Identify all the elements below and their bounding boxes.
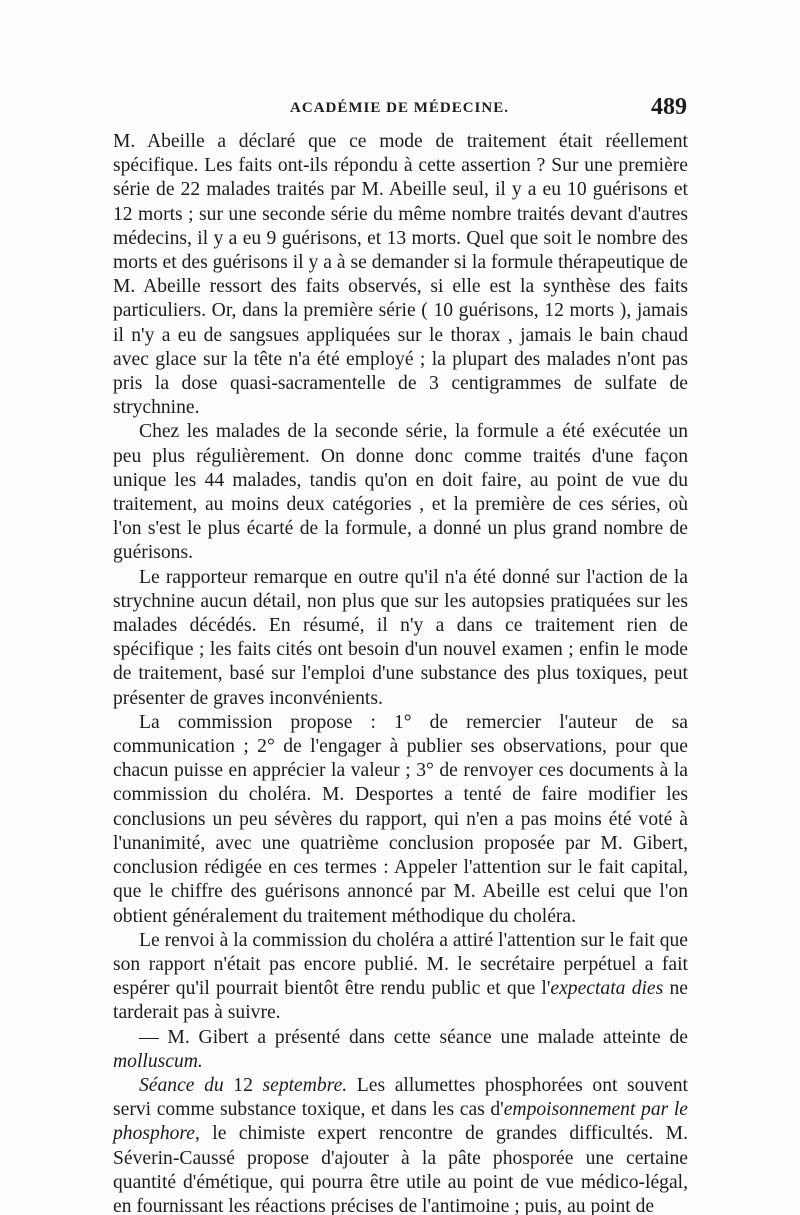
paragraph-7 [113, 1074, 688, 1215]
paragraph-2: Chez les malades de la seconde série, la formule a été exécutée un peu plus régulièrement. On donne donc comme traités d'une façon unique les 44 malades, tandis qu'on en doit faire, au point de vue du traitement, au moins deux catégories , et la première de ces séries, où l'on s'est le plus écarté de la formule, a donné un plus grand nombre de guérisons. [113, 421, 688, 564]
paragraph-5 [113, 929, 688, 1026]
session-label: Séance du [139, 1074, 224, 1096]
paragraph-7-text: Les allumettes phosphorées ont souvent servi comme substance toxique, et dans les cas d' [113, 1074, 688, 1121]
session-day: 12 [223, 1074, 263, 1096]
paragraph-7-tail: , le chimiste expert rencontre de grandes difficultés. M. Séverin-Caussé propose d'ajouter à la pâte phosporée une certaine quantité d'émétique, qui pourra être utile au point de vue médico-légal, en fournissant les réactions précises de l'antimoine ; puis, au point de [113, 1123, 688, 1215]
running-head [112, 96, 687, 120]
page-number: 489 [651, 94, 687, 120]
running-head-title: ACADÉMIE DE MÉDECINE. [290, 100, 509, 116]
paragraph-6-italic: molluscum. [113, 1050, 203, 1072]
body-text [113, 130, 688, 1215]
paragraph-1: M. Abeille a déclaré que ce mode de traitement était réellement spécifique. Les faits ont-ils répondu à cette assertion ? Sur une première série de 22 malades traités par M. Abeille seul, il y a eu 10 guérisons et 12 morts ; sur une seconde série du même nombre traités devant d'autres médecins, il y a eu 9 guérisons, et 13 morts. Quel que soit le nombre des morts et des guérisons il y a à se demander si la formule thérapeutique de M. Abeille ressort des faits observés, si elle est la synthèse des faits particuliers. Or, dans la première série ( 10 guérisons, 12 morts ), jamais il n'y a eu de sangsues appliquées sur le thorax , jamais le bain chaud avec glace sur la tête n'a été employé ; la plupart des malades n'ont pas pris la dose quasi-sacramentelle de 3 centigrammes de sulfate de strychnine. [113, 131, 688, 419]
paragraph-4: La commission propose : 1° de remercier l'auteur de sa communication ; 2° de l'engager à publier ses observations, pour que chacun puisse en apprécier la valeur ; 3° de renvoyer ces documents à la commission du choléra. M. Desportes a tenté de faire modifier les conclusions un peu sévères du rapport, qui n'en a pas moins été voté à l'unanimité, avec une quatrième conclusion proposée par M. Gibert, conclusion rédigée en ces termes : Appeler l'attention sur le fait capital, que le chiffre des guérisons annoncé par M. Abeille est celui que l'on obtient généralement du traitement méthodique du choléra. [113, 711, 688, 927]
paragraph-5-text: Le renvoi à la commission du choléra a attiré l'attention sur le fait que son rapport n'était pas encore publié. M. le secrétaire perpétuel a fait espérer qu'il pourrait bientôt être rendu public et que l' [113, 929, 688, 1000]
paragraph-5-tail: ne tarderait pas à suivre. [113, 978, 688, 1024]
paragraph-7-italic: empoisonnement par le phosphore [113, 1099, 688, 1145]
paragraph-6 [113, 1026, 688, 1074]
paragraph-3: Le rapporteur remarque en outre qu'il n'a été donné sur l'action de la strychnine aucun détail, non plus que sur les autopsies pratiquées sur les malades décédés. En résumé, il n'y a dans ce traitement rien de spécifique ; les faits cités ont besoin d'un nouvel examen ; enfin le mode de traitement, basé sur l'emploi d'une substance des plus toxiques, peut présenter de graves inconvénients. [113, 566, 688, 709]
session-month: septembre. [262, 1074, 348, 1096]
paragraph-5-italic: expectata dies [550, 978, 664, 1000]
paragraph-6-text: — M. Gibert a présenté dans cette séance une malade atteinte de [139, 1026, 688, 1048]
